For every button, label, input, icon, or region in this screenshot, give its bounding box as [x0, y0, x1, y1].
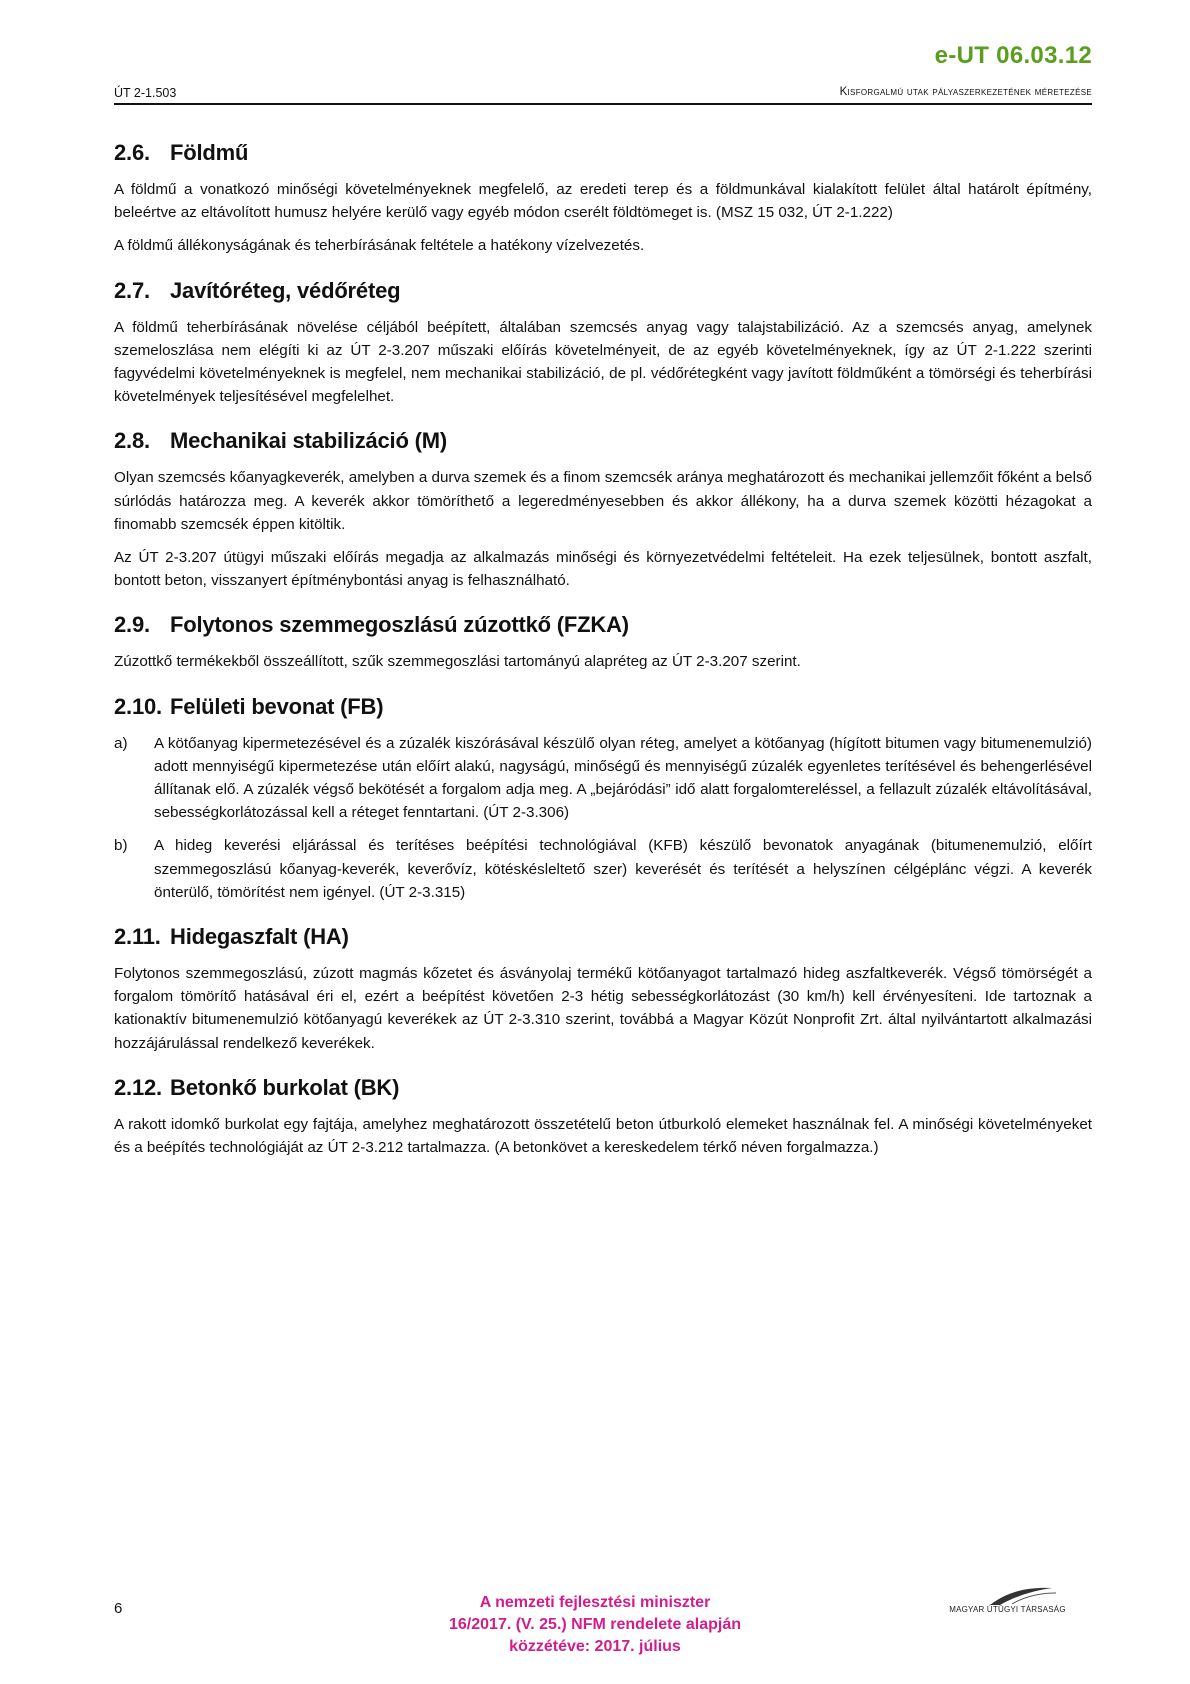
section-title: Hidegaszfalt (HA): [170, 924, 349, 950]
section-javitoreteg: [114, 278, 1092, 409]
paragraph: A földmű a vonatkozó minőségi követelményeknek megfelelő, az eredeti terep és a földmunkával kialakított felület által határolt építmény, beleértve az eltávolított humusz helyére kerülő vagy egyéb módon cserélt földtömeget is. (MSZ 15 032, ÚT 2-1.222): [114, 181, 1092, 222]
paragraph: Olyan szemcsés kőanyagkeverék, amelyben a durva szemek és a finom szemcsék aránya meghatározott és mechanikai jellemzőit főként a belső súrlódás határozza meg. A keverék akkor tömöríthető a legeredményesebben és akkor állékony, ha a durva szemek közötti hézagokat a finomabb szemcsék éppen kitöltik.: [114, 469, 1092, 533]
section-mechanikai-stabilizacio: [114, 428, 1092, 592]
section-number: 2.9.: [114, 612, 150, 638]
paragraph: A földmű teherbírásának növelése céljából beépített, általában szemcsés anyag vagy talajstabilizáció. Az a szemcsés anyag, amelynek szemeloszlása nem elégíti ki az ÚT 2-3.207 műszaki előírás követelményeit, de az egyéb követelményeknek, így az ÚT 2-1.222 szerinti fagyvédelmi követelményeknek is megfelel, nem mechanikai stabilizáció, de pl. védőrétegként vagy javított földműként a tömörségi és teherbírási követelmények teljesítésével megfelelhet.: [114, 318, 1092, 406]
section-title: Betonkő burkolat (BK): [170, 1074, 400, 1100]
section-fzka: [114, 612, 1092, 673]
paragraph: Zúzottkő termékekből összeállított, szűk szemmegoszlási tartományú alapréteg az ÚT 2-3.207 szerint.: [114, 653, 801, 671]
section-feluleti-bevonat: [114, 694, 1092, 904]
section-title: Javítóréteg, védőréteg: [170, 277, 401, 303]
paragraph: A földmű állékonyságának és teherbírásának feltétele a hatékony vízelvezetés.: [114, 237, 645, 255]
section-number: 2.10.: [114, 693, 162, 719]
header-rule: [114, 103, 1092, 105]
section-heading: [114, 924, 1092, 950]
section-number: 2.8.: [114, 428, 150, 454]
section-title: Mechanikai stabilizáció (M): [170, 428, 448, 454]
magyar-utugyi-tarsasag-logo: [920, 1585, 1095, 1625]
section-title: Folytonos szemmegoszlású zúzottkő (FZKA): [170, 612, 629, 638]
paragraph: A rakott idomkő burkolat egy fajtája, amelyhez meghatározott összetételű beton útburkoló elemeket használnak fel. A minőségi követelményeket és a beépítés technológiáját az ÚT 2-3.212 tartalmazza. (A betonkövet a kereskedelem térkő néven forgalmazza.): [114, 1115, 1092, 1157]
page-content: [114, 140, 1092, 1179]
section-number: 2.11.: [114, 924, 161, 950]
document-code: e-UT 06.03.12: [934, 42, 1092, 69]
list-marker: a): [114, 734, 128, 752]
section-number: 2.6.: [114, 140, 150, 165]
section-heading: [114, 278, 1092, 304]
logo-text: MAGYAR ÚTÜGYI TÁRSASÁG: [949, 1605, 1066, 1614]
section-title: Felületi bevonat (FB): [170, 693, 384, 719]
header-standard-number: ÚT 2-1.503: [114, 86, 177, 100]
section-betonko-burkolat: [114, 1075, 1092, 1159]
paragraph: Folytonos szemmegoszlású, zúzott magmás kőzetet és ásványolaj termékű kötőanyagot tartalmazó hideg aszfaltkeverék. Végső tömörségét a forgalom tömörítő hatásával éri el, ezért a beépítést követően 2-3 hétig sebességkorlátozást (30 km/h) kell érvényesíteni. Ide tartoznak a kationaktív bitumenemulzió kötőanyagú keverékek az ÚT 2-3.310 szerint, továbbá a Magyar Közút Nonprofit Zrt. által nyilvántartott alkalmazási hozzájárulással rendelkező keverékek.: [114, 965, 1092, 1052]
road-swoosh-icon: [920, 1585, 1095, 1607]
list-item: [114, 732, 1092, 825]
page-number: 6: [114, 1600, 123, 1617]
section-foldmu: [114, 140, 1092, 258]
section-heading: [114, 1075, 1092, 1101]
section-number: 2.7.: [114, 277, 150, 303]
section-hidegaszfalt: [114, 924, 1092, 1055]
list-marker: b): [114, 837, 128, 855]
list-item-text: A hideg keverési eljárással és terítéses beépítési technológiával (KFB) készülő bevonatok anyagának (bitumenemulzió, előírt szemmegoszlású kőanyag-keverék, keverővíz, kötéskésleltető szer) keverését és terítését a helyszínen célgéplánc végzi. A keverék önterülő, tömörítést nem igényel. (ÚT 2-3.315): [154, 837, 1092, 901]
section-number: 2.12.: [114, 1074, 162, 1100]
list-item-text: A kötőanyag kipermetezésével és a zúzalék kiszórásával készülő olyan réteg, amelyet a kötőanyag (hígított bitumen vagy bitumenemulzió) adott mennyiségű kipermetezése után előírt alakú, nagyságú, minőségű és mennyiségű zúzalék egyenletes terítésével és behengerlésével állítanak elő. A zúzalék végső bekötését a forgalom adja meg. A „bejáródási” idő alatt forgalomtereléssel, a fellazult zúzalék eltávolításával, sebességkorlátozással kell a réteget fenntartani. (ÚT 2-3.306): [154, 734, 1092, 822]
paragraph: Az ÚT 2-3.207 útügyi műszaki előírás megadja az alkalmazás minőségi és környezetvédelmi feltételeit. Ha ezek teljesülnek, bontott aszfalt, bontott beton, visszanyert építménybontási anyag is felhasználható.: [114, 549, 1092, 590]
publication-note: [330, 1592, 860, 1658]
section-heading: [114, 140, 1092, 166]
header-document-title: Kisforgalmú utak pályaszerkezetének méretezése: [839, 86, 1092, 98]
publication-note-line: 16/2017. (V. 25.) NFM rendelete alapján: [449, 1616, 741, 1633]
publication-note-line: közzétéve: 2017. július: [509, 1638, 681, 1655]
section-title: Földmű: [170, 140, 249, 165]
section-heading: [114, 428, 1092, 454]
publication-note-line: A nemzeti fejlesztési miniszter: [479, 1594, 711, 1611]
section-heading: [114, 612, 1092, 638]
section-heading: [114, 694, 1092, 720]
list-item: [114, 834, 1092, 904]
